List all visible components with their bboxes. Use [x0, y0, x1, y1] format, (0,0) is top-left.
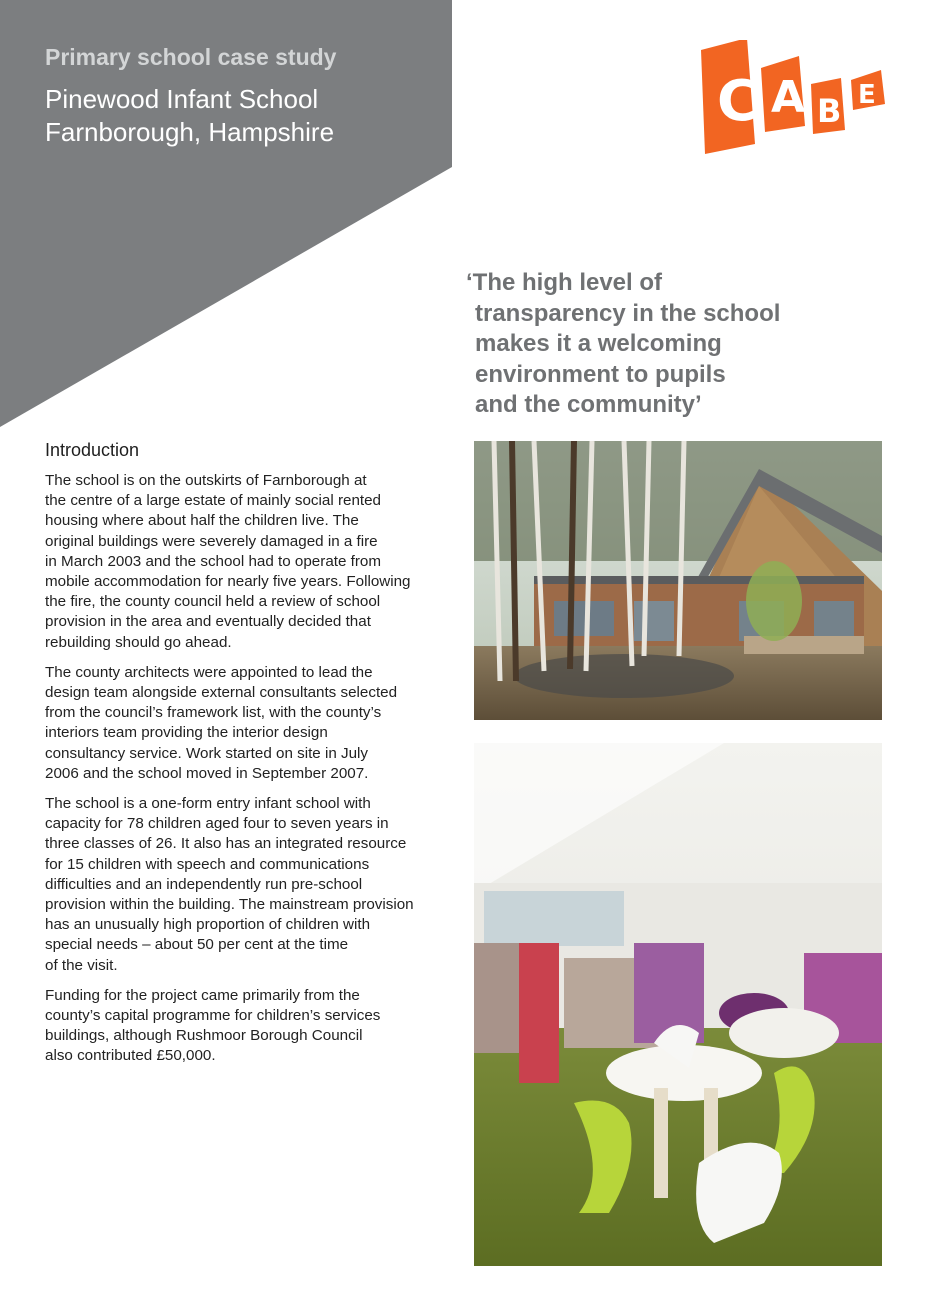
introduction-heading: Introduction — [45, 440, 140, 460]
logo-block-e — [851, 70, 885, 110]
text-line: 2006 and the school moved in September 2007. — [45, 764, 369, 782]
text-line: consultancy service. Work started on site in July — [45, 744, 369, 762]
text-line: county’s capital programme for children’s services — [45, 1007, 381, 1025]
text-line: mobile accommodation for nearly five years. Following — [45, 573, 411, 591]
text-line: the centre of a large estate of mainly social rented — [45, 492, 382, 510]
school-title: Pinewood Infant School — [45, 84, 319, 114]
quote-line: transparency in the school — [475, 299, 781, 327]
text-line: provision within the building. The mainstream provision — [45, 896, 414, 914]
text-line: also contributed £50,000. — [45, 1047, 216, 1065]
text-line: for 15 children with speech and communications — [45, 855, 370, 873]
quote-line: environment to pupils — [475, 360, 726, 388]
case-study-kicker: Primary school case study — [45, 44, 337, 70]
quote-line: and the community’ — [475, 391, 702, 418]
text-line: the fire, the county council held a review of school — [45, 593, 381, 611]
text-line: difficulties and an independently run pre-school — [45, 875, 363, 893]
text-line: Funding for the project came primarily from the — [45, 986, 360, 1004]
text-line: provision in the area and eventually decided that — [45, 613, 371, 631]
introduction-section — [45, 440, 457, 1077]
logo-letter-b: B — [817, 92, 842, 130]
text-line: from the council’s framework list, with the county’s — [45, 704, 382, 722]
text-line: has an unusually high proportion of children with — [45, 916, 371, 934]
text-line: original buildings were severely damaged in a fire — [45, 532, 378, 550]
logo-letter-c: C — [717, 69, 759, 134]
text-line: capacity for 78 children aged four to seven years in — [45, 815, 389, 833]
text-line: buildings, although Rushmoor Borough Council — [45, 1027, 363, 1045]
text-line: design team alongside external consultants selected — [45, 684, 398, 702]
text-line: The school is a one-form entry infant school with — [45, 795, 371, 813]
text-line: The county architects were appointed to lead the — [45, 663, 373, 681]
text-line: interiors team providing the interior design — [45, 724, 328, 742]
intro-paragraph-4 — [45, 986, 457, 1067]
text-line: three classes of 26. It also has an integrated resource — [45, 835, 407, 853]
quote-line: ‘The high level of — [466, 269, 663, 296]
logo-letter-e: E — [858, 80, 876, 110]
logo-letter-a: A — [771, 72, 806, 123]
pull-quote — [466, 268, 846, 421]
logo-block-b — [811, 78, 845, 134]
text-line: special needs – about 50 per cent at the time — [45, 936, 349, 954]
intro-paragraph-1 — [45, 471, 457, 653]
text-line: housing where about half the children live. The — [45, 512, 359, 530]
cabe-logo — [695, 40, 890, 158]
intro-paragraph-2 — [45, 663, 457, 784]
school-interior-photo — [474, 743, 882, 1266]
intro-paragraph-3 — [45, 794, 457, 976]
text-line: The school is on the outskirts of Farnborough at — [45, 472, 367, 489]
text-line: in March 2003 and the school had to operate from — [45, 552, 382, 570]
text-line: of the visit. — [45, 956, 118, 974]
logo-block-a — [761, 56, 805, 132]
text-line: rebuilding should go ahead. — [45, 633, 232, 651]
school-exterior-photo — [474, 441, 882, 720]
school-location: Farnborough, Hampshire — [45, 117, 335, 147]
logo-block-c — [701, 40, 758, 154]
quote-line: makes it a welcoming — [475, 330, 722, 357]
